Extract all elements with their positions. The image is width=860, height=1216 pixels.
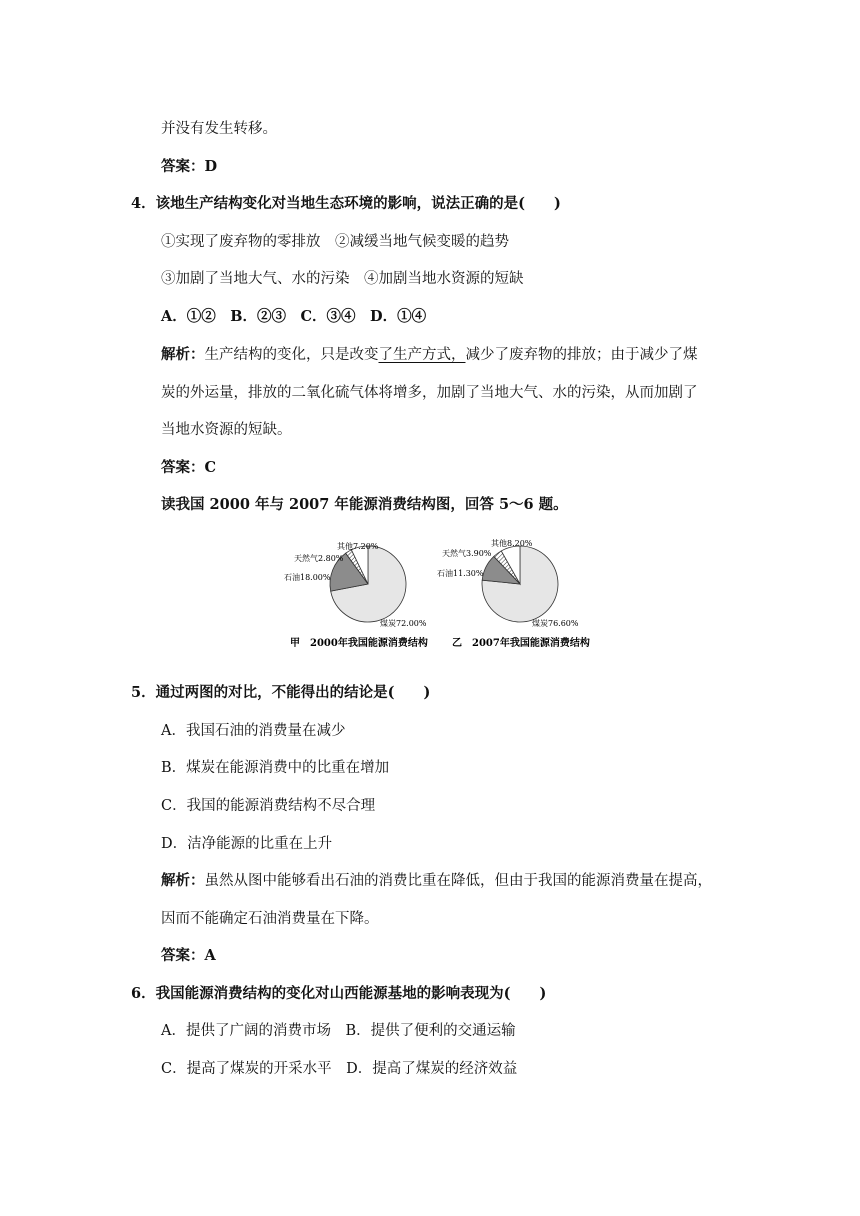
energy-structure-charts bbox=[280, 534, 610, 654]
text-line: 并没有发生转移。 bbox=[161, 121, 277, 137]
explanation-text: 虽然从图中能够看出石油的消费比重在降低，但由于我国的能源消费量在提高， bbox=[204, 873, 712, 889]
pie-label-gas: 天然气2.80% bbox=[294, 554, 344, 563]
pie-chart-2007 bbox=[437, 538, 579, 628]
pie-label-coal: 煤炭72.00% bbox=[380, 619, 427, 628]
q6-options-ab: A．提供了广阔的消费市场 B．提供了便利的交通运输 bbox=[161, 1023, 516, 1039]
explanation-label: 解析： bbox=[161, 872, 205, 889]
explanation-text: 减少了废弃物的排放；由于减少了煤 bbox=[465, 347, 698, 363]
answer-q4: 答案：C bbox=[161, 459, 217, 476]
q4-explanation-line-2: 炭的外运量，排放的二氧化硫气体将增多，加剧了当地大气、水的污染，从而加剧了 bbox=[161, 385, 698, 401]
chart-title-2000: 甲 2000年我国能源消费结构 bbox=[290, 638, 428, 649]
q4-statement-2: ③加剧了当地大气、水的污染 ④加剧当地水资源的短缺 bbox=[161, 271, 524, 287]
pie-label-oil: 石油11.30% bbox=[437, 569, 484, 578]
explanation-label: 解析： bbox=[161, 346, 205, 363]
q5-explanation-line-2: 因而不能确定石油消费量在下降。 bbox=[161, 911, 379, 927]
q5-option-c: C．我国的能源消费结构不尽合理 bbox=[161, 798, 376, 814]
q4-explanation-line-1 bbox=[161, 345, 698, 365]
intro-text: 读我国 2000 年与 2007 年能源消费结构图，回答 5～6 题。 bbox=[161, 496, 568, 513]
q6-options-cd: C．提高了煤炭的开采水平 D．提高了煤炭的经济效益 bbox=[161, 1061, 518, 1077]
pie-label-gas: 天然气3.90% bbox=[442, 549, 492, 558]
question-4: 4．该地生产结构变化对当地生态环境的影响，说法正确的是( ) bbox=[131, 195, 561, 212]
chart-title-2007: 乙 2007年我国能源消费结构 bbox=[452, 638, 590, 649]
pie-chart-2000 bbox=[284, 541, 427, 628]
question-5: 5．通过两图的对比，不能得出的结论是( ) bbox=[131, 684, 431, 701]
q5-option-a: A．我国石油的消费量在减少 bbox=[161, 723, 346, 739]
q5-option-d: D．洁净能源的比重在上升 bbox=[161, 836, 333, 852]
q4-explanation-line-3: 当地水资源的短缺。 bbox=[161, 422, 292, 438]
pie-label-oil: 石油18.00% bbox=[284, 573, 331, 582]
pie-label-other: 其他8.20% bbox=[491, 539, 533, 548]
q4-options: A．①② B．②③ C．③④ D．①④ bbox=[161, 308, 427, 325]
answer-q5: 答案：A bbox=[161, 947, 216, 964]
pie-charts-svg bbox=[280, 534, 610, 654]
underlined-text: 了生产方式， bbox=[378, 347, 466, 363]
q5-option-b: B．煤炭在能源消费中的比重在增加 bbox=[161, 760, 390, 776]
pie-label-other: 其他7.20% bbox=[337, 542, 379, 551]
explanation-text: 生产结构的变化，只是改变 bbox=[204, 347, 379, 363]
answer-q3: 答案：D bbox=[161, 158, 218, 175]
pie-label-coal: 煤炭76.60% bbox=[532, 619, 579, 628]
question-6: 6．我国能源消费结构的变化对山西能源基地的影响表现为( ) bbox=[131, 985, 547, 1002]
q4-statement-1: ①实现了废弃物的零排放 ②减缓当地气候变暖的趋势 bbox=[161, 234, 509, 250]
q5-explanation-line-1 bbox=[161, 871, 712, 891]
